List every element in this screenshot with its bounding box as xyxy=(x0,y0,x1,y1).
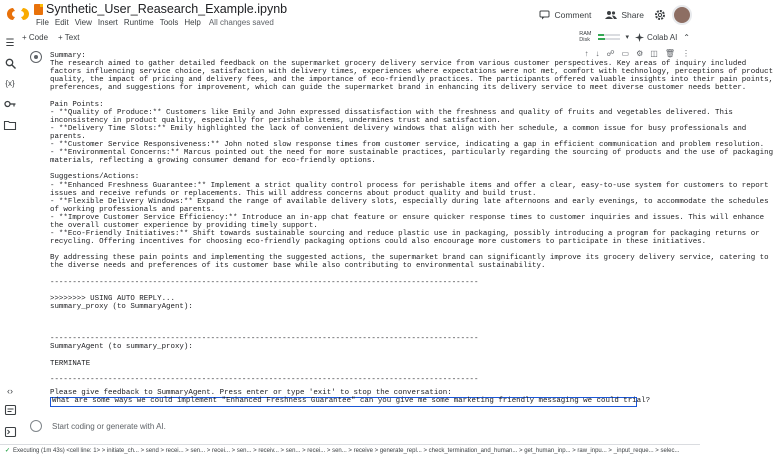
menu-tools[interactable]: Tools xyxy=(159,18,179,27)
cell-output xyxy=(50,52,773,384)
resource-meters[interactable] xyxy=(598,34,620,40)
menu-edit[interactable]: Edit xyxy=(54,18,69,27)
top-bar xyxy=(0,0,700,30)
comment-button[interactable] xyxy=(535,7,595,23)
output-blank-line xyxy=(50,311,690,319)
output-line: summary_proxy (to SummaryAgent): xyxy=(50,302,193,311)
notebook-title[interactable]: Synthetic_User_Reasearch_Example.ipynb xyxy=(46,2,288,16)
empty-code-cell[interactable] xyxy=(30,420,166,432)
menu-insert[interactable]: Insert xyxy=(97,18,118,27)
output-line: parents. xyxy=(50,132,86,141)
link-icon[interactable]: ☍ xyxy=(606,49,615,58)
output-blank-line xyxy=(50,246,690,254)
folder-icon[interactable] xyxy=(4,120,16,132)
menu-file[interactable]: File xyxy=(36,18,49,27)
delete-icon[interactable]: 🗑 xyxy=(664,49,675,58)
share-button[interactable] xyxy=(601,7,648,23)
disk-label: Disk xyxy=(579,37,590,43)
output-line: materials, reflecting a growing consumer demand for eco-friendly options. xyxy=(50,157,376,166)
output-line: SummaryAgent (to summary_proxy): xyxy=(50,343,193,352)
output-blank-line xyxy=(50,271,690,279)
executing-check-icon: ✓ xyxy=(5,448,11,454)
output-blank-line xyxy=(50,92,690,100)
share-people-icon xyxy=(605,10,617,20)
output-line: - **Delivery Time Slots:** Emily highlighted the lack of convenient delivery windows that align with her schedule, a common issue for busy professionals and xyxy=(50,124,747,133)
output-blank-line xyxy=(50,287,690,295)
output-line: the overall customer experience by providing timely support. xyxy=(50,221,318,230)
add-code-button[interactable]: + Code xyxy=(22,33,49,42)
output-line: >>>>>>>> USING AUTO REPLY... xyxy=(50,294,175,303)
input-prompt: Please give feedback to SummaryAgent. Press enter or type 'exit' to stop the conversation: xyxy=(50,389,452,397)
output-blank-line xyxy=(50,165,690,173)
output-blank-line xyxy=(50,368,690,376)
feedback-input[interactable]: What are some ways we could implement "Enhanced Freshness Guarantee" can you give me some marketing friendly messaging we could trial? xyxy=(52,397,651,405)
menu-help[interactable]: Help xyxy=(184,18,201,27)
resource-labels[interactable] xyxy=(579,31,591,43)
output-blank-line xyxy=(50,319,690,327)
output-line: inconsistency in product quality, especially for perishable items, undermines trust and satisfaction. xyxy=(50,116,501,125)
output-line: Summary: xyxy=(50,52,86,60)
search-icon[interactable] xyxy=(4,58,16,70)
output-blank-line xyxy=(50,351,690,359)
output-line: - **Eco-Friendly Initiatives:** Shift towards sustainable sourcing and reduce plastic use in packaging, possibly introducing a program for packaging returns or xyxy=(50,230,760,239)
save-status[interactable]: All changes saved xyxy=(208,18,274,27)
ram-label: RAM xyxy=(579,31,592,37)
mirror-cell-icon[interactable]: ◫ xyxy=(650,49,658,58)
comment-icon xyxy=(539,10,550,20)
stop-execution-button[interactable] xyxy=(30,51,42,63)
output-line: The research aimed to gather detailed feedback on the supermarket grocery delivery service from various customer perspectives. Key areas of inquiry included xyxy=(50,60,747,69)
gear-icon[interactable] xyxy=(654,9,666,21)
colab-ai-label: Colab AI xyxy=(647,32,678,42)
output-line: recycling. Offering incentives for choosing eco-friendly packaging options could also encourage more customers to participate in these initiatives. xyxy=(50,238,707,247)
menu-runtime[interactable]: Runtime xyxy=(123,18,154,27)
ram-meter-fill xyxy=(598,34,605,36)
empty-cell-placeholder[interactable]: Start coding or generate with AI. xyxy=(52,421,166,431)
menu-bar xyxy=(36,18,274,27)
output-line: By addressing these pain points and implementing the suggested actions, the supermarket brand can significantly improve its grocery delivery service, catering to xyxy=(50,254,769,263)
output-line: - **Customer Service Responsiveness:** John noted slow response times from customer service, indicating a gap in efficient communication and problem resolution. xyxy=(50,141,765,150)
header-actions xyxy=(535,5,692,25)
output-line: Suggestions/Actions: xyxy=(50,173,140,182)
output-separator xyxy=(50,279,690,287)
share-label: Share xyxy=(621,10,644,20)
menu-view[interactable]: View xyxy=(74,18,92,27)
output-blank-line xyxy=(50,327,690,335)
variables-icon[interactable]: {x} xyxy=(5,79,15,88)
output-line: Pain Points: xyxy=(50,100,104,109)
notebook-toolbar xyxy=(18,32,700,46)
run-cell-icon[interactable] xyxy=(30,420,42,432)
more-icon[interactable]: ⋮ xyxy=(682,49,690,58)
ram-meter xyxy=(598,34,620,36)
output-line: - **Improve Customer Service Efficiency:** Introduce an in-app chat feature or ensure quicker response times to customer inquiries and issues. This will enhance xyxy=(50,213,765,222)
output-line: - **Enhanced Freshness Guarantee:** Implement a strict quality control process for perishable items and offer a clear, easy-to-use system for customers to report xyxy=(50,181,769,190)
settings-cell-icon[interactable]: ⚙ xyxy=(636,49,644,58)
output-separator xyxy=(50,335,690,343)
disk-meter-fill xyxy=(598,38,606,40)
output-line: factors influencing service choice, satisfaction with delivery times, experiences where expectations were not met, comfort with technology, perceptions of product xyxy=(50,68,773,77)
add-text-button[interactable]: + Text xyxy=(58,33,80,42)
notebook-file-icon xyxy=(34,4,43,15)
output-separator xyxy=(50,376,690,384)
output-line: TERMINATE xyxy=(50,359,91,368)
secrets-key-icon[interactable] xyxy=(4,99,16,111)
output-line: - **Environmental Concerns:** Marcus pointed out the need for more sustainable practices, particularly regarding the sourcing of products and the use of packaging xyxy=(50,149,773,158)
disk-meter xyxy=(598,38,620,40)
output-line: - **Quality of Produce:** Customers like Emily and John expressed dissatisfaction with the freshness and quality of fruits and vegetables delivered. This xyxy=(50,108,733,117)
command-palette-icon[interactable] xyxy=(4,405,16,417)
collapse-icon[interactable]: ⌃ xyxy=(683,32,690,42)
output-line: of working professionals and parents. xyxy=(50,205,216,214)
move-up-icon[interactable]: ↑ xyxy=(584,49,589,58)
code-snippets-icon[interactable]: ‹› xyxy=(7,386,13,396)
sparkle-icon xyxy=(635,33,644,42)
output-line: quality, the impact of pricing and delivery fees, and the importance of eco-friendly practices. The participants offered valuable insights into their pain points, xyxy=(50,76,773,85)
comment-label: Comment xyxy=(554,10,592,20)
move-down-icon[interactable]: ↓ xyxy=(595,49,600,58)
output-line: the diverse needs and preferences of its customer base while also contributing to environmental sustainability. xyxy=(50,262,546,271)
output-line: preferences, and suggestions for improvement, which can guide the supermarket brand in enhancing its delivery service to meet diverse customer needs better. xyxy=(50,84,747,93)
chevron-down-icon[interactable]: ▾ xyxy=(625,34,630,41)
output-line: issues and receive refunds or replacements. This will address concerns about product quality and build trust. xyxy=(50,189,537,198)
execution-status[interactable]: Executing (1m 43s) <cell line: 1> > initiate_ch... > send > recei... > sen... > recei... > sen... > receiv... > sen... > recei... > sen... > receive > generate_repl... > check_termination_and_human... > get_human_inp... > raw_inpu... > _input_reque... > selec... xyxy=(13,447,680,454)
colab-ai-button[interactable] xyxy=(635,33,677,42)
avatar[interactable] xyxy=(672,5,692,25)
colab-logo-icon[interactable] xyxy=(6,6,30,22)
left-rail xyxy=(0,30,20,442)
output-line: - **Flexible Delivery Windows:** Expand the range of available delivery slots, especially during late afternoons and early evenings, to accommodate the schedules xyxy=(50,197,769,206)
table-of-contents-icon[interactable]: ☰ xyxy=(5,38,15,49)
comment-cell-icon[interactable]: ▭ xyxy=(621,49,630,58)
status-bar xyxy=(0,444,700,456)
terminal-icon[interactable] xyxy=(4,427,16,439)
